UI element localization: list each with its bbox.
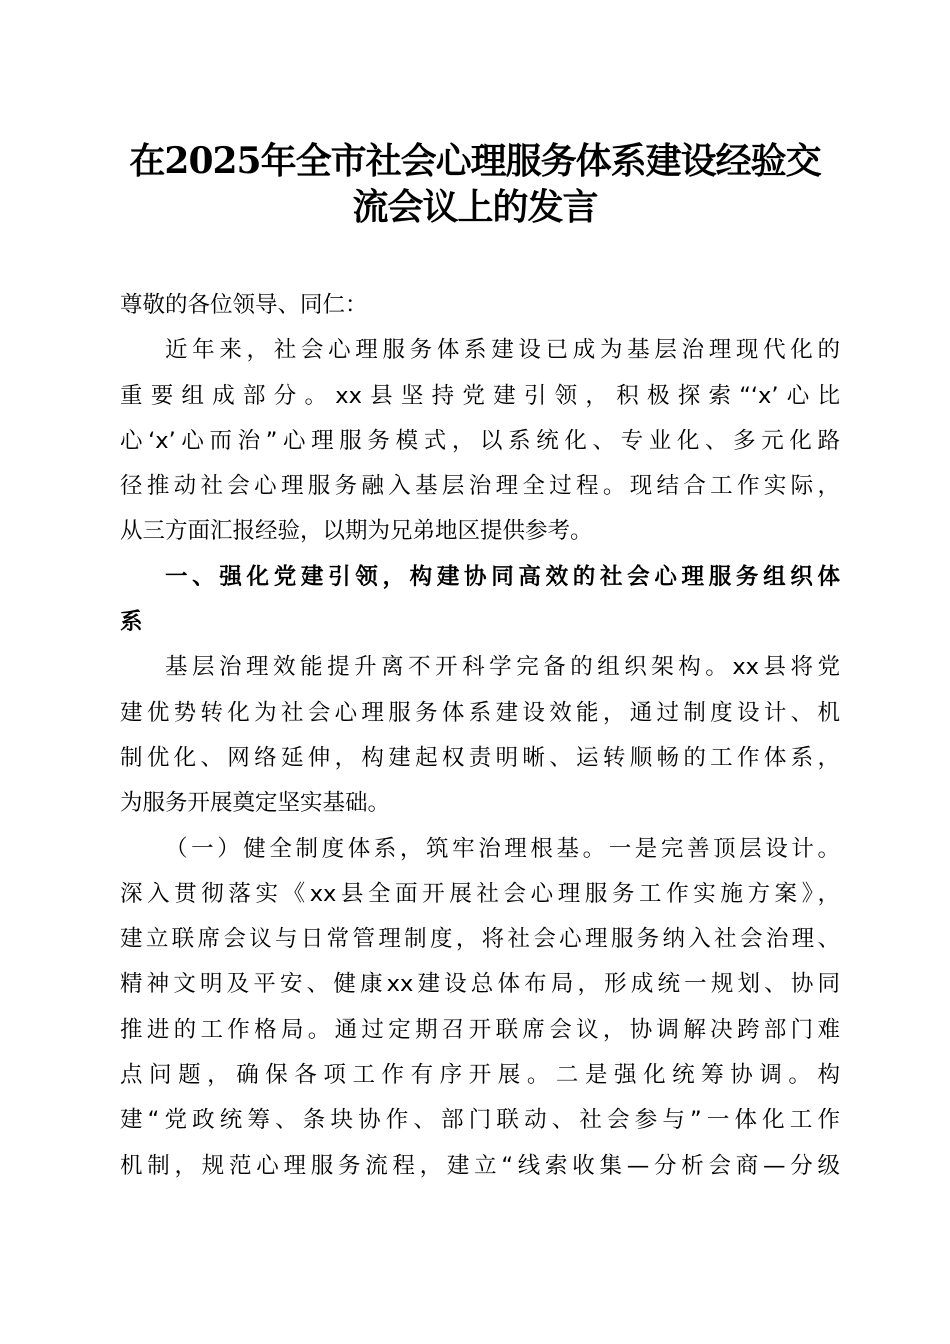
text-line: 心‘x’心而治”心理服务模式，以系统化、专业化、多元化路 bbox=[120, 427, 840, 454]
document-body bbox=[120, 283, 840, 1189]
text-line: 精神文明及平安、健康xx建设总体布局，形成统一规划、协同 bbox=[120, 971, 840, 998]
text-line: 近年来，社会心理服务体系建设已成为基层治理现代化的 bbox=[165, 337, 840, 364]
section-heading-1 bbox=[120, 555, 840, 646]
title-line-2: 流会议上的发言 bbox=[352, 186, 598, 228]
text-line: 从三方面汇报经验，以期为兄弟地区提供参考。 bbox=[120, 518, 593, 545]
salutation: 尊敬的各位领导、同仁： bbox=[120, 292, 368, 318]
paragraph-system bbox=[120, 827, 840, 1189]
text-line: 基层治理效能提升离不开科学完备的组织架构。xx县将党 bbox=[165, 654, 840, 681]
text-line: 机制，规范心理服务流程，建立“线索收集—分析会商—分级 bbox=[120, 1152, 840, 1179]
paragraph-intro bbox=[120, 328, 840, 554]
text-line: （一）健全制度体系，筑牢治理根基。一是完善顶层设计。 bbox=[165, 835, 840, 862]
text-line: 建优势转化为社会心理服务体系建设效能，通过制度设计、机 bbox=[120, 699, 840, 726]
text-line: 建立联席会议与日常管理制度，将社会心理服务纳入社会治理、 bbox=[120, 926, 840, 953]
title-line-1: 在2025年全市社会心理服务体系建设经验交 bbox=[129, 140, 821, 182]
heading-line: 一、强化党建引领，构建协同高效的社会心理服务组织体 bbox=[165, 563, 840, 590]
text-line: 径推动社会心理服务融入基层治理全过程。现结合工作实际， bbox=[120, 473, 840, 500]
text-line: 制优化、网络延伸，构建起权责明晰、运转顺畅的工作体系， bbox=[120, 744, 840, 771]
heading-line: 系 bbox=[120, 609, 143, 636]
text-line: 点问题，确保各项工作有序开展。二是强化统筹协调。构 bbox=[120, 1062, 840, 1089]
text-line: 推进的工作格局。通过定期召开联席会议，协调解决跨部门难 bbox=[120, 1016, 840, 1043]
text-line: 深入贯彻落实《xx县全面开展社会心理服务工作实施方案》， bbox=[120, 880, 840, 907]
text-line: 建“党政统筹、条块协作、部门联动、社会参与”一体化工作 bbox=[120, 1107, 840, 1134]
text-line: 为服务开展奠定坚实基础。 bbox=[120, 790, 391, 817]
text-line: 重要组成部分。xx县坚持党建引领，积极探索“‘x’心比 bbox=[120, 382, 840, 409]
paragraph-organization bbox=[120, 645, 840, 826]
document-title bbox=[0, 138, 950, 230]
